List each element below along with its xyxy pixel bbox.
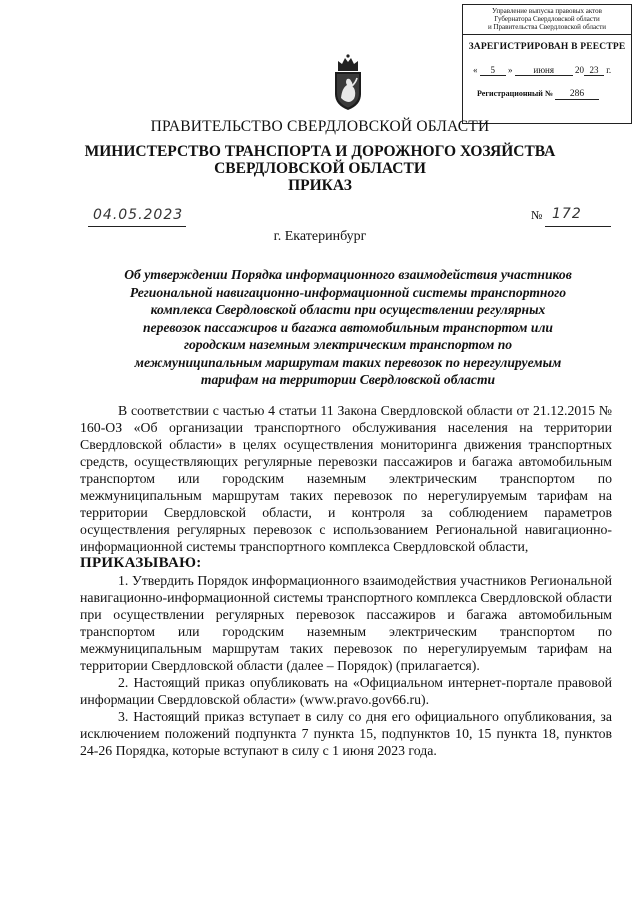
subject-line: Об утверждении Порядка информационного взаимодействия участников (124, 267, 572, 282)
stamp-date (463, 65, 631, 76)
handwritten-date: 04.05.2023 (93, 207, 184, 223)
stamp-year-suffix: 23 (584, 65, 604, 76)
stamp-reg-label: Регистрационный № (477, 89, 553, 98)
order-body (80, 402, 612, 759)
subject-line: перевозок пассажиров и багажа автомобильным транспортом или (143, 319, 553, 335)
order-item-3: 3. Настоящий приказ вступает в силу со дня его официального опубликования, за исключением положений подпункта 7 пункта 15, подпунктов 10, 15 пункта 18, пунктов 24-26 Порядка, которые вступают в силу с 1 июня 2023 года. (80, 709, 612, 758)
subject-line: Региональной навигационно-информационной системы транспортного (129, 284, 567, 300)
number-underline (545, 226, 611, 227)
stamp-quote-close: » (508, 65, 513, 75)
subject-line: комплекса Свердловской области при осуществлении регулярных (150, 302, 546, 317)
date-underline (88, 226, 186, 227)
handwritten-number: 172 (552, 206, 582, 222)
ministry-title (0, 143, 640, 194)
stamp-header (463, 5, 631, 35)
number-sign: № (531, 208, 543, 222)
subject-line: межмуниципальным маршрутам таких перевозок по нерегулируемым (134, 354, 562, 370)
preamble-paragraph: В соответствии с частью 4 статьи 11 Закона Свердловской области от 21.12.2015 № 160-ОЗ «Об организации транспортного обслуживания населения на территории Свердловской области» в целях осуществления мониторинга движения транспортных средств, осуществляющих регулярные перевозки пассажиров и багажа автомобильным транспортом или городским наземным электрическим транспортом по межмуниципальным маршрутам таких перевозок по нерегулируемым тарифам на территории Свердловской области, и контроля за соблюдением параметров осуществления регулярных перевозок с использованием Региональной навигационно-информационной системы транспортного комплекса Свердловской области, (80, 403, 612, 554)
stamp-year-unit: г. (606, 65, 612, 75)
coat-of-arms-icon (330, 52, 366, 112)
order-word: ПРИКАЗЫВАЮ: (80, 555, 202, 571)
stamp-quote-open: « (473, 65, 478, 75)
stamp-day: 5 (480, 65, 506, 76)
stamp-reg-number: 286 (555, 89, 599, 100)
order-item-2: 2. Настоящий приказ опубликовать на «Официальном интернет-портале правовой информации Свердловской области» (www.pravo.gov66.ru). (80, 675, 612, 707)
stamp-header-line: Губернатора Свердловской области (494, 15, 600, 23)
stamp-header-line: Управление выпуска правовых актов (492, 7, 602, 15)
subject-line: городским наземным электрическим транспортом по (183, 337, 513, 352)
ministry-title-line: СВЕРДЛОВСКОЙ ОБЛАСТИ (214, 160, 426, 177)
government-title: ПРАВИТЕЛЬСТВО СВЕРДЛОВСКОЙ ОБЛАСТИ (150, 118, 490, 135)
stamp-header-line: и Правительства Свердловской области (487, 23, 607, 31)
city: г. Екатеринбург (273, 229, 367, 244)
order-item-1: 1. Утвердить Порядок информационного взаимодействия участников Региональной навигационно-информационной системы транспортного комплекса Свердловской области при осуществлении регулярных перевозок пассажиров и багажа автомобильным транспортом или городским наземным электрическим транспортом по межмуниципальным маршрутам таких перевозок по нерегулируемым тарифам на территории Свердловской области (далее – Порядок) (прилагается). (80, 573, 612, 673)
document-type: ПРИКАЗ (288, 177, 352, 194)
stamp-month: июня (515, 65, 573, 76)
subject-line: тарифам на территории Свердловской области (200, 372, 496, 387)
registration-stamp (462, 4, 632, 124)
ministry-title-line: МИНИСТЕРСТВО ТРАНСПОРТА И ДОРОЖНОГО ХОЗЯЙСТВА (84, 143, 556, 160)
order-subject (92, 266, 604, 389)
stamp-reg-number-row (463, 89, 631, 100)
stamp-registered-label: ЗАРЕГИСТРИРОВАН В РЕЕСТРЕ (468, 42, 626, 52)
stamp-year-prefix: 20 (575, 65, 584, 75)
